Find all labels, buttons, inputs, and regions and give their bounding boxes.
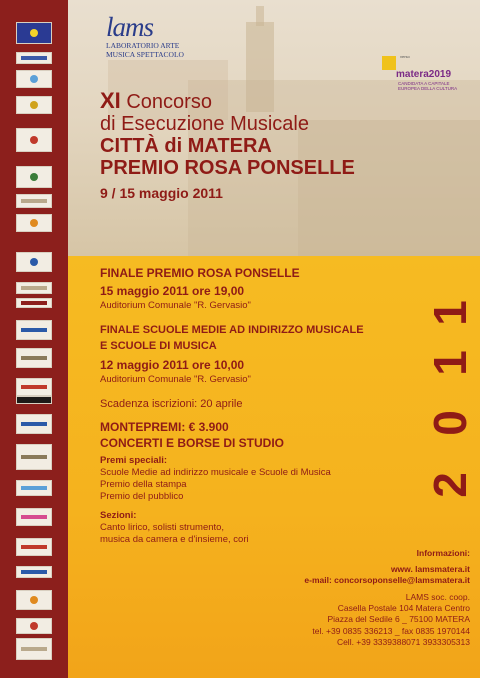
- sponsor-logo: [16, 70, 52, 88]
- sponsor-logo: [16, 298, 52, 308]
- finale-ponselle-venue: Auditorium Comunale "R. Gervasio": [100, 300, 251, 311]
- house-icon: [382, 56, 396, 70]
- scadenza-text: Scadenza iscrizioni: 20 aprile: [100, 398, 243, 410]
- matera-2019-word: matera2019: [396, 69, 452, 80]
- title-line: PREMIO ROSA PONSELLE: [100, 157, 355, 179]
- sponsor-logo: [16, 638, 52, 660]
- sezioni-item: musica da camera e d'insieme, cori: [100, 534, 249, 545]
- sponsor-logo: [16, 320, 52, 340]
- sponsor-logo: [16, 444, 52, 470]
- title-line: Concorso: [126, 91, 212, 113]
- finale-scuole-venue: Auditorium Comunale "R. Gervasio": [100, 374, 251, 385]
- year-digit-2: 2: [424, 472, 476, 498]
- matera-2019-verso: verso: [400, 54, 410, 59]
- info-po-box: Casella Postale 104 Matera Centro: [337, 603, 470, 613]
- year-vertical: [424, 290, 476, 520]
- poster-title: [100, 90, 355, 201]
- info-email-link[interactable]: e-mail: concorsoponselle@lamsmatera.it: [304, 575, 470, 585]
- info-phone: tel. +39 0835 336213 _ fax 0835 1970144: [312, 626, 470, 636]
- sponsor-logo: [16, 282, 52, 294]
- premi-speciali-heading: Premi speciali:: [100, 455, 168, 466]
- info-address: Piazza del Sedile 6 _ 75100 MATERA: [327, 614, 470, 624]
- sponsor-logo: [16, 590, 52, 610]
- sponsor-logo: [16, 396, 52, 404]
- info-heading: Informazioni:: [416, 548, 470, 558]
- sponsor-logo: [16, 414, 52, 434]
- info-website-link[interactable]: www. lamsmatera.it: [390, 564, 470, 574]
- lams-subtitle: MUSICA SPETTACOLO: [106, 50, 184, 59]
- sponsor-logo: [16, 538, 52, 556]
- finale-scuole-date: 12 maggio 2011 ore 10,00: [100, 358, 245, 372]
- sponsor-logo: [16, 96, 52, 114]
- sponsor-logo: [16, 378, 52, 396]
- eu-flag-logo: [16, 22, 52, 44]
- sponsor-logo: [16, 128, 52, 152]
- title-line: di Esecuzione Musicale: [100, 113, 309, 135]
- finale-scuole-heading: E SCUOLE DI MUSICA: [100, 340, 217, 352]
- info-cell: Cell. +39 3339388071 3933305313: [336, 637, 470, 647]
- sponsor-logo: [16, 618, 52, 634]
- lams-subtitle: LABORATORIO ARTE: [106, 41, 180, 50]
- finale-ponselle-date: 15 maggio 2011 ore 19,00: [100, 284, 245, 298]
- sponsor-logo: [16, 480, 52, 496]
- premi-speciali-item: Scuole Medie ad indirizzo musicale e Scuole di Musica: [100, 467, 331, 478]
- sponsor-logo: [16, 252, 52, 272]
- lams-wordmark: lams: [106, 12, 154, 42]
- matera-2019-logo: [378, 48, 458, 94]
- premi-speciali-item: Premio del pubblico: [100, 491, 184, 502]
- sponsor-logo: [16, 214, 52, 232]
- sponsor-logo: [16, 166, 52, 188]
- lams-logo: [106, 14, 184, 59]
- sezioni-heading: Sezioni:: [100, 510, 137, 521]
- title-line: CITTÀ di MATERA: [100, 135, 272, 157]
- sponsor-logo: [16, 508, 52, 526]
- year-digit-1: 1: [424, 350, 476, 376]
- edition-number: XI: [100, 88, 121, 113]
- finale-scuole-heading: FINALE SCUOLE MEDIE AD INDIRIZZO MUSICALE: [100, 324, 364, 336]
- year-digit-0: 0: [424, 410, 476, 436]
- sponsor-logo: [16, 348, 52, 368]
- sponsor-logo: [16, 566, 52, 578]
- info-org: LAMS soc. coop.: [405, 592, 470, 602]
- sponsor-strip: [0, 0, 68, 678]
- premi-speciali-item: Premio della stampa: [100, 479, 187, 490]
- sezioni-item: Canto lirico, solisti strumento,: [100, 522, 225, 533]
- event-dates: 9 / 15 maggio 2011: [100, 185, 223, 201]
- concerti-text: CONCERTI E BORSE DI STUDIO: [100, 436, 285, 450]
- finale-ponselle-heading: FINALE PREMIO ROSA PONSELLE: [100, 266, 300, 280]
- montepremi-text: MONTEPREMI: € 3.900: [100, 420, 229, 434]
- matera-2019-tagline: CANDIDATA A CAPITALE EUROPEA DELLA CULTURA: [398, 81, 458, 91]
- sponsor-logo: [16, 194, 52, 208]
- sponsor-logo: [16, 52, 52, 64]
- year-digit-1: 1: [424, 300, 476, 326]
